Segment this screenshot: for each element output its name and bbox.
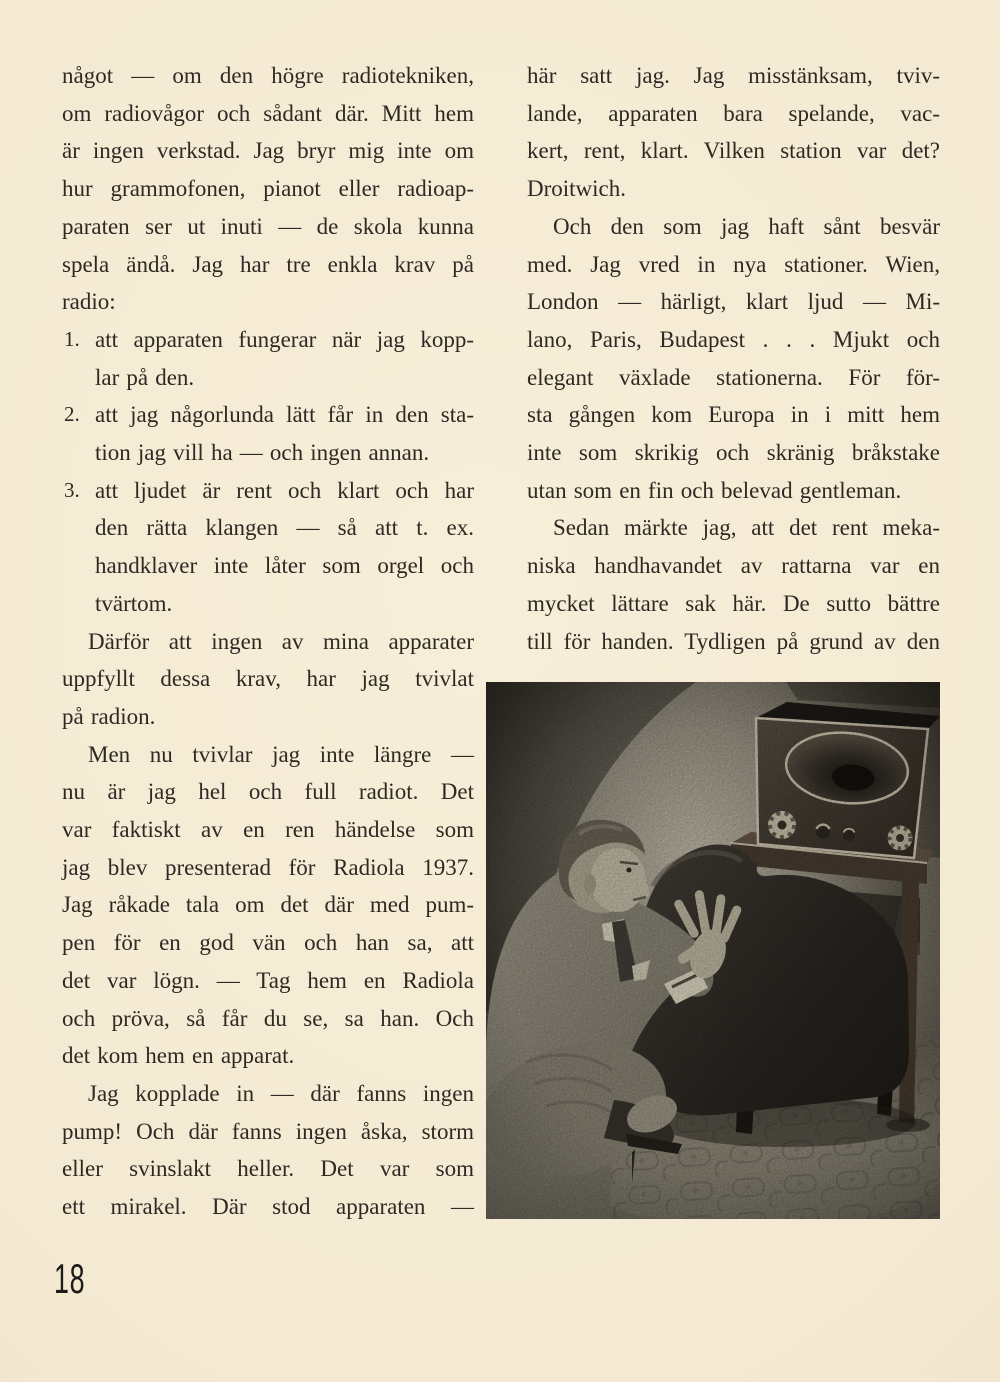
photo-halftone-grain <box>486 682 940 1219</box>
text-line: utan som en fin och belevad gentleman. <box>527 477 902 503</box>
paragraph <box>527 57 940 208</box>
text-line: Och den som jag haft sånt besvär <box>553 213 940 239</box>
text-line: på radion. <box>62 703 156 729</box>
text-line: om radiovågor och sådant där. Mitt hem <box>62 100 474 126</box>
text-line: tion jag vill ha — och ingen annan. <box>95 440 430 466</box>
text-line: handklaver inte låter som orgel och <box>95 553 474 579</box>
numbered-list-item <box>62 396 474 471</box>
list-item-number: 1. <box>64 326 80 351</box>
text-line: det kom hem en apparat. <box>62 1043 295 1069</box>
photo-illustration <box>486 682 940 1219</box>
text-line: nu är jag hel och full radiot. Det <box>62 779 474 805</box>
text-line: är ingen verkstad. Jag bryr mig inte om <box>62 138 474 164</box>
text-line: mycket lättare sak här. De sutto bättre <box>527 590 940 616</box>
list-item-number: 3. <box>64 477 80 502</box>
text-line: lande, apparaten bara spelande, vac- <box>527 100 940 126</box>
text-line: sta gången kom Europa in i mitt hem <box>527 402 940 428</box>
text-line: att jag någorlunda lätt får in den sta- <box>95 402 474 428</box>
text-line: till för handen. Tydligen på grund av den <box>527 628 940 654</box>
paragraph <box>62 623 474 736</box>
text-line: lano, Paris, Budapest . . . Mjukt och <box>527 326 940 352</box>
text-line: kert, rent, klart. Vilken station var det? <box>527 138 940 164</box>
photo-man-with-radiola <box>486 682 940 1219</box>
text-line: spela ändå. Jag har tre enkla krav på <box>62 251 474 277</box>
numbered-list-item <box>62 472 474 623</box>
text-line: tvärtom. <box>95 590 173 616</box>
text-line: niska handhavandet av rattarna var en <box>527 553 940 579</box>
text-line: Jag kopplade in — där fanns ingen <box>88 1080 474 1106</box>
text-line: Jag råkade tala om det där med pum- <box>62 892 474 918</box>
text-line: inte som skrikig och skränig bråkstake <box>527 440 940 466</box>
paragraph <box>62 1075 474 1226</box>
list-item-number: 2. <box>64 402 80 427</box>
text-line: och pröva, så får du se, sa han. Och <box>62 1005 474 1031</box>
text-line: paraten ser ut inuti — de skola kunna <box>62 213 474 239</box>
text-line: pen för en god vän och han sa, att <box>62 930 474 956</box>
text-line: Sedan märkte jag, att det rent meka- <box>553 515 940 541</box>
text-line: Droitwich. <box>527 176 627 202</box>
text-line: Men nu tvivlar jag inte längre — <box>88 741 474 767</box>
text-line: här satt jag. Jag misstänksam, tviv- <box>527 63 940 88</box>
paragraph <box>62 57 474 321</box>
text-line: att ljudet är rent och klart och har <box>95 477 474 503</box>
page-number: 18 <box>54 1255 86 1302</box>
text-line: något — om den högre radiotekniken, <box>62 63 474 88</box>
text-line: London — härligt, klart ljud — Mi- <box>527 289 940 315</box>
text-line: radio: <box>62 289 116 315</box>
text-line: med. Jag vred in nya stationer. Wien, <box>527 251 940 277</box>
text-line: Därför att ingen av mina apparater <box>88 628 474 654</box>
text-column-left <box>62 57 474 1226</box>
numbered-list-item <box>62 321 474 396</box>
text-line: pump! Och där fanns ingen åska, storm <box>62 1118 474 1144</box>
text-line: ett mirakel. Där stod apparaten — <box>62 1194 474 1220</box>
paragraph <box>527 509 940 660</box>
text-line: lar på den. <box>95 364 195 390</box>
text-line: att apparaten fungerar när jag kopp- <box>95 326 474 352</box>
text-line: hur grammofonen, pianot eller radioap- <box>62 176 474 202</box>
text-column-right <box>527 57 940 660</box>
paragraph <box>62 736 474 1075</box>
text-line: uppfyllt dessa krav, har jag tvivlat <box>62 666 474 692</box>
paragraph <box>527 208 940 510</box>
text-line: det var lögn. — Tag hem en Radiola <box>62 967 474 993</box>
text-line: jag blev presenterad för Radiola 1937. <box>62 854 474 880</box>
text-line: elegant växlade stationerna. För för- <box>527 364 940 390</box>
text-line: var faktiskt av en ren händelse som <box>62 817 474 843</box>
text-line: den rätta klangen — så att t. ex. <box>95 515 474 541</box>
text-line: eller svinslakt heller. Det var som <box>62 1156 474 1182</box>
